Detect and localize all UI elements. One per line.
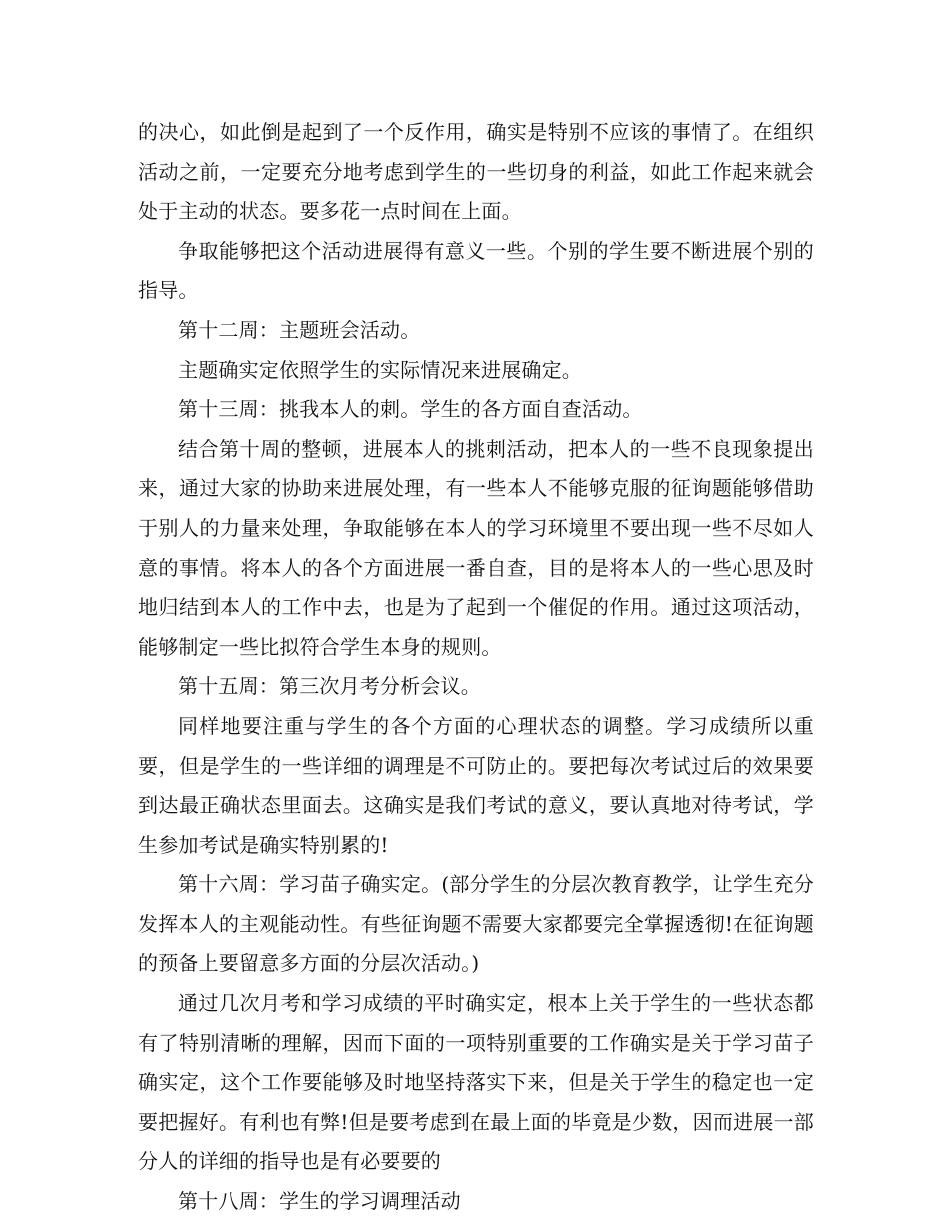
paragraph: 主题确实定依照学生的实际情况来进展确定。 xyxy=(178,357,582,382)
paragraph: 通过几次月考和学习成绩的平时确实定，根本上关于学生的一些状态都有了特别清晰的理解，因而下面的一项特别重要的工作确实是关于学习苗子确实定，这个工作要能够及时地坚持落实下来，但是关于学生的稳定也一定要把握好。有利也有弊!但是要考虑到在最上面的毕竟是少数，因而进展一部分人的详细的指导也是有必要要的 xyxy=(138,991,814,1174)
week-heading: 第十二周：主题班会活动。 xyxy=(178,317,421,342)
document-body xyxy=(138,113,814,1222)
week-heading: 第十五周：第三次月考分析会议。 xyxy=(178,674,481,699)
week-heading: 第十八周：学生的学习调理活动 xyxy=(178,1189,461,1214)
paragraph: 结合第十周的整顿，进展本人的挑刺活动，把本人的一些不良现象提出来，通过大家的协助来进展处理，有一些本人不能够克服的征询题能够借助于别人的力量来处理，争取能够在本人的学习环境里不要出现一些不尽如人意的事情。将本人的各个方面进展一番自查，目的是将本人的一些心思及时地归结到本人的工作中去，也是为了起到一个催促的作用。通过这项活动，能够制定一些比拟符合学生本身的规则。 xyxy=(138,436,814,659)
week-heading: 第十六周：学习苗子确实定。(部分学生的分层次教育教学，让学生充分发挥本人的主观能动性。有些征询题不需要大家都要完全掌握透彻!在征询题的预备上要留意多方面的分层次活动。) xyxy=(138,872,814,976)
paragraph: 的决心，如此倒是起到了一个反作用，确实是特别不应该的事情了。在组织活动之前，一定要充分地考虑到学生的一些切身的利益，如此工作起来就会处于主动的状态。要多花一点时间在上面。 xyxy=(138,120,814,224)
week-heading: 第十三周：挑我本人的刺。学生的各方面自查活动。 xyxy=(178,397,643,422)
paragraph: 同样地要注重与学生的各个方面的心理状态的调整。学习成绩所以重要，但是学生的一些详细的调理是不可防止的。要把每次考试过后的效果要到达最正确状态里面去。这确实是我们考试的意义，要认真地对待考试，学生参加考试是确实特别累的! xyxy=(138,713,814,857)
paragraph: 争取能够把这个活动进展得有意义一些。个别的学生要不断进展个别的指导。 xyxy=(138,238,814,303)
